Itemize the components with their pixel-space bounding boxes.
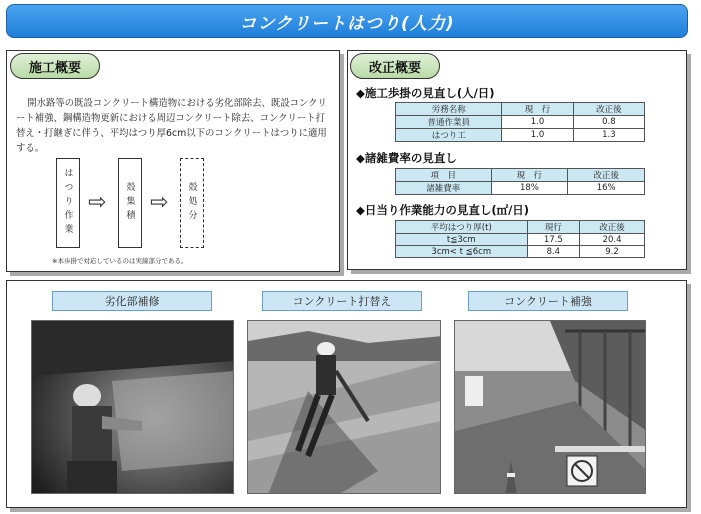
table-cell: 8.4	[527, 246, 580, 258]
table-cell: 18%	[491, 182, 568, 195]
table-header-cell: 労務名称	[396, 103, 502, 116]
table-header-row	[396, 221, 645, 234]
misc-rate-table	[395, 168, 645, 195]
photo-deterioration-repair	[31, 320, 234, 494]
table-cell: 16%	[568, 182, 645, 195]
table-cell: 1.0	[502, 116, 573, 129]
table-cell: 1.3	[573, 129, 644, 142]
photo-concrete-reinforcement	[454, 320, 646, 494]
flow-step-chipping: はつり作業	[56, 158, 80, 248]
table-header-row	[396, 169, 645, 182]
table-header-cell: 現 行	[502, 103, 573, 116]
flow-arrow-icon: ⇨	[150, 190, 169, 215]
table-row	[396, 246, 645, 258]
flow-note: ※本歩掛で対応しているのは実線部分である。	[52, 257, 188, 265]
table-cell: 1.0	[502, 129, 573, 142]
photo-concrete-replacement	[247, 320, 441, 494]
table-cell: 3cm< t ≦6cm	[396, 246, 528, 258]
table-cell: 17.5	[527, 234, 580, 246]
section-title-misc-rate: ◆諸雑費率の見直し	[356, 151, 457, 165]
flow-step-debris-collection: 殻集積	[118, 158, 142, 248]
table-header-cell: 改正後	[580, 221, 645, 234]
table-cell: 0.8	[573, 116, 644, 129]
table-cell: t≦3cm	[396, 234, 528, 246]
channel-site-photo	[455, 321, 646, 494]
labor-table	[395, 102, 645, 142]
table-cell: 諸雑費率	[396, 182, 492, 195]
flow-arrow-icon: ⇨	[88, 190, 107, 215]
construction-overview-heading: 施工概要	[10, 53, 100, 79]
table-row	[396, 129, 645, 142]
table-header-row	[396, 103, 645, 116]
slope-worker-photo	[248, 321, 441, 494]
page-title: コンクリートはつり(人力)	[6, 4, 688, 38]
photo-label-concrete-replacement: コンクリート打替え	[262, 291, 422, 311]
revision-overview-heading: 改正概要	[350, 53, 440, 79]
table-row	[396, 182, 645, 195]
table-row	[396, 234, 645, 246]
table-header-cell: 平均はつり厚(t)	[396, 221, 528, 234]
overview-description: 開水路等の既設コンクリート構造物における劣化部除去、既設コンクリート補強、鋼構造物更新における周辺コンクリート除去、コンクリート打替え・打継ぎに伴う、平均はつり厚6cm以下のコンクリートはつりに適用する。	[16, 98, 327, 154]
table-header-cell: 現行	[527, 221, 580, 234]
tunnel-worker-photo	[32, 321, 234, 494]
table-cell: はつり工	[396, 129, 502, 142]
daily-capacity-table	[395, 220, 645, 258]
section-title-daily-capacity: ◆日当り作業能力の見直し(㎡/日)	[356, 203, 530, 217]
table-header-cell: 改正後	[568, 169, 645, 182]
table-header-cell: 項 目	[396, 169, 492, 182]
photo-label-deterioration-repair: 劣化部補修	[52, 291, 212, 311]
table-cell: 9.2	[580, 246, 645, 258]
table-cell: 20.4	[580, 234, 645, 246]
table-cell: 普通作業員	[396, 116, 502, 129]
table-row	[396, 116, 645, 129]
table-header-cell: 現 行	[491, 169, 568, 182]
table-header-cell: 改正後	[573, 103, 644, 116]
photo-label-concrete-reinforcement: コンクリート補強	[468, 291, 628, 311]
section-title-labor: ◆施工歩掛の見直し(人/日)	[356, 86, 495, 100]
flow-step-debris-disposal: 殻処分	[180, 158, 204, 248]
